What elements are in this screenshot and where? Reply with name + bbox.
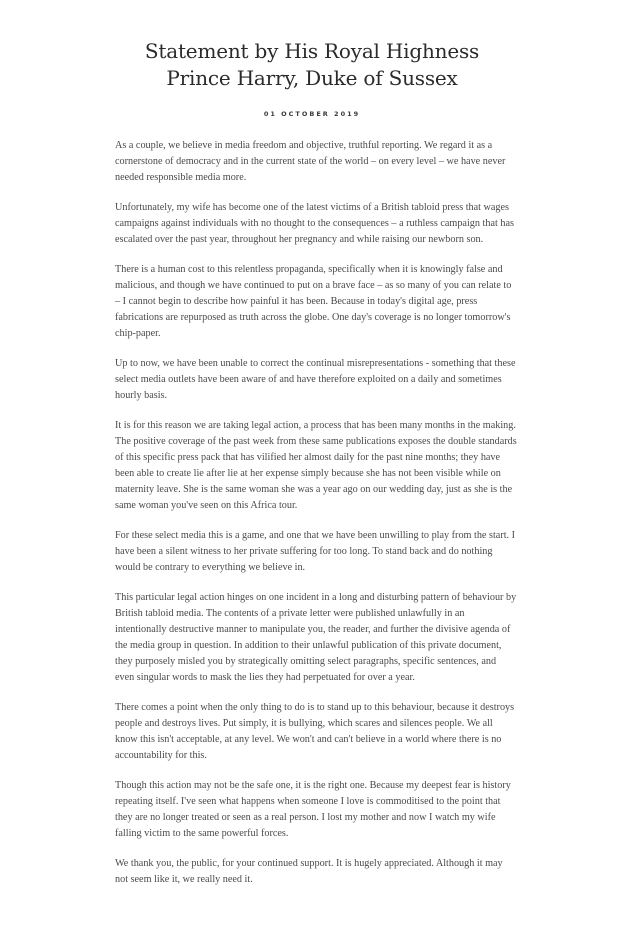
- paragraph-3: There is a human cost to this relentless propaganda, specifically when it is knowingly false and malicious, and though we have continued to put on a brave face – as so many of you can relate to – I cannot begin to describe how painful it has been. Because in today's digital age, press fabrications are repurposed as truth across the globe. One day's coverage is no longer tomorrow's chip-paper.: [115, 264, 512, 339]
- title-line-1: Statement by His Royal Highness: [144, 39, 480, 63]
- title-line-2: Prince Harry, Duke of Sussex: [166, 66, 458, 90]
- page-title: [0, 38, 624, 92]
- paragraph-8: There comes a point when the only thing to do is to stand up to this behaviour, because it destroys people and destroys lives. Put simply, it is bullying, which scares and silences people. We all know this isn't acceptable, at any level. We won't and can't believe in a world where there is no accountability for this.: [115, 702, 515, 761]
- paragraph-9: Though this action may not be the safe one, it is the right one. Because my deepest fear is history repeating itself. I've seen what happens when someone I love is commoditised to the point that they are no longer treated or seen as a real person. I lost my mother and now I watch my wife falling victim to the same powerful forces.: [115, 780, 511, 839]
- paragraph-2: Unfortunately, my wife has become one of the latest victims of a British tabloid press that wages campaigns against individuals with no thought to the consequences – a ruthless campaign that has escalated over the past year, throughout her pregnancy and while raising our newborn son.: [115, 202, 514, 245]
- paragraph-5: It is for this reason we are taking legal action, a process that has been many months in the making. The positive coverage of the past week from these same publications exposes the double standards of this specific press pack that has vilified her almost daily for the past nine months; they have been able to create lie after lie at her expense simply because she has not been visible while on maternity leave. She is the same woman she was a year ago on our wedding day, just as she is the same woman you've seen on this Africa tour.: [115, 420, 517, 511]
- paragraph-4: Up to now, we have been unable to correct the continual misrepresentations - something that these select media outlets have been aware of and have therefore exploited on a daily and sometimes hourly basis.: [115, 358, 516, 401]
- statement-body: [115, 138, 517, 902]
- statement-date: 01 OCTOBER 2019: [263, 110, 361, 118]
- paragraph-1: As a couple, we believe in media freedom and objective, truthful reporting. We regard it as a cornerstone of democracy and in the current state of the world – on every level – we have never needed responsible media more.: [115, 140, 506, 183]
- paragraph-7: This particular legal action hinges on one incident in a long and disturbing pattern of behaviour by British tabloid media. The contents of a private letter were published unlawfully in an intentionally destructive manner to manipulate you, the reader, and further the divisive agenda of the media group in question. In addition to their unlawful publication of this private document, they purposely misled you by strategically omitting select paragraphs, specific sentences, and even singular words to mask the lies they had perpetuated for over a year.: [115, 592, 517, 683]
- paragraph-10: We thank you, the public, for your continued support. It is hugely appreciated. Although it may not seem like it, we really need it.: [115, 858, 503, 885]
- paragraph-6: For these select media this is a game, and one that we have been unwilling to play from the start. I have been a silent witness to her private suffering for too long. To stand back and do nothing would be contrary to everything we believe in.: [115, 530, 516, 573]
